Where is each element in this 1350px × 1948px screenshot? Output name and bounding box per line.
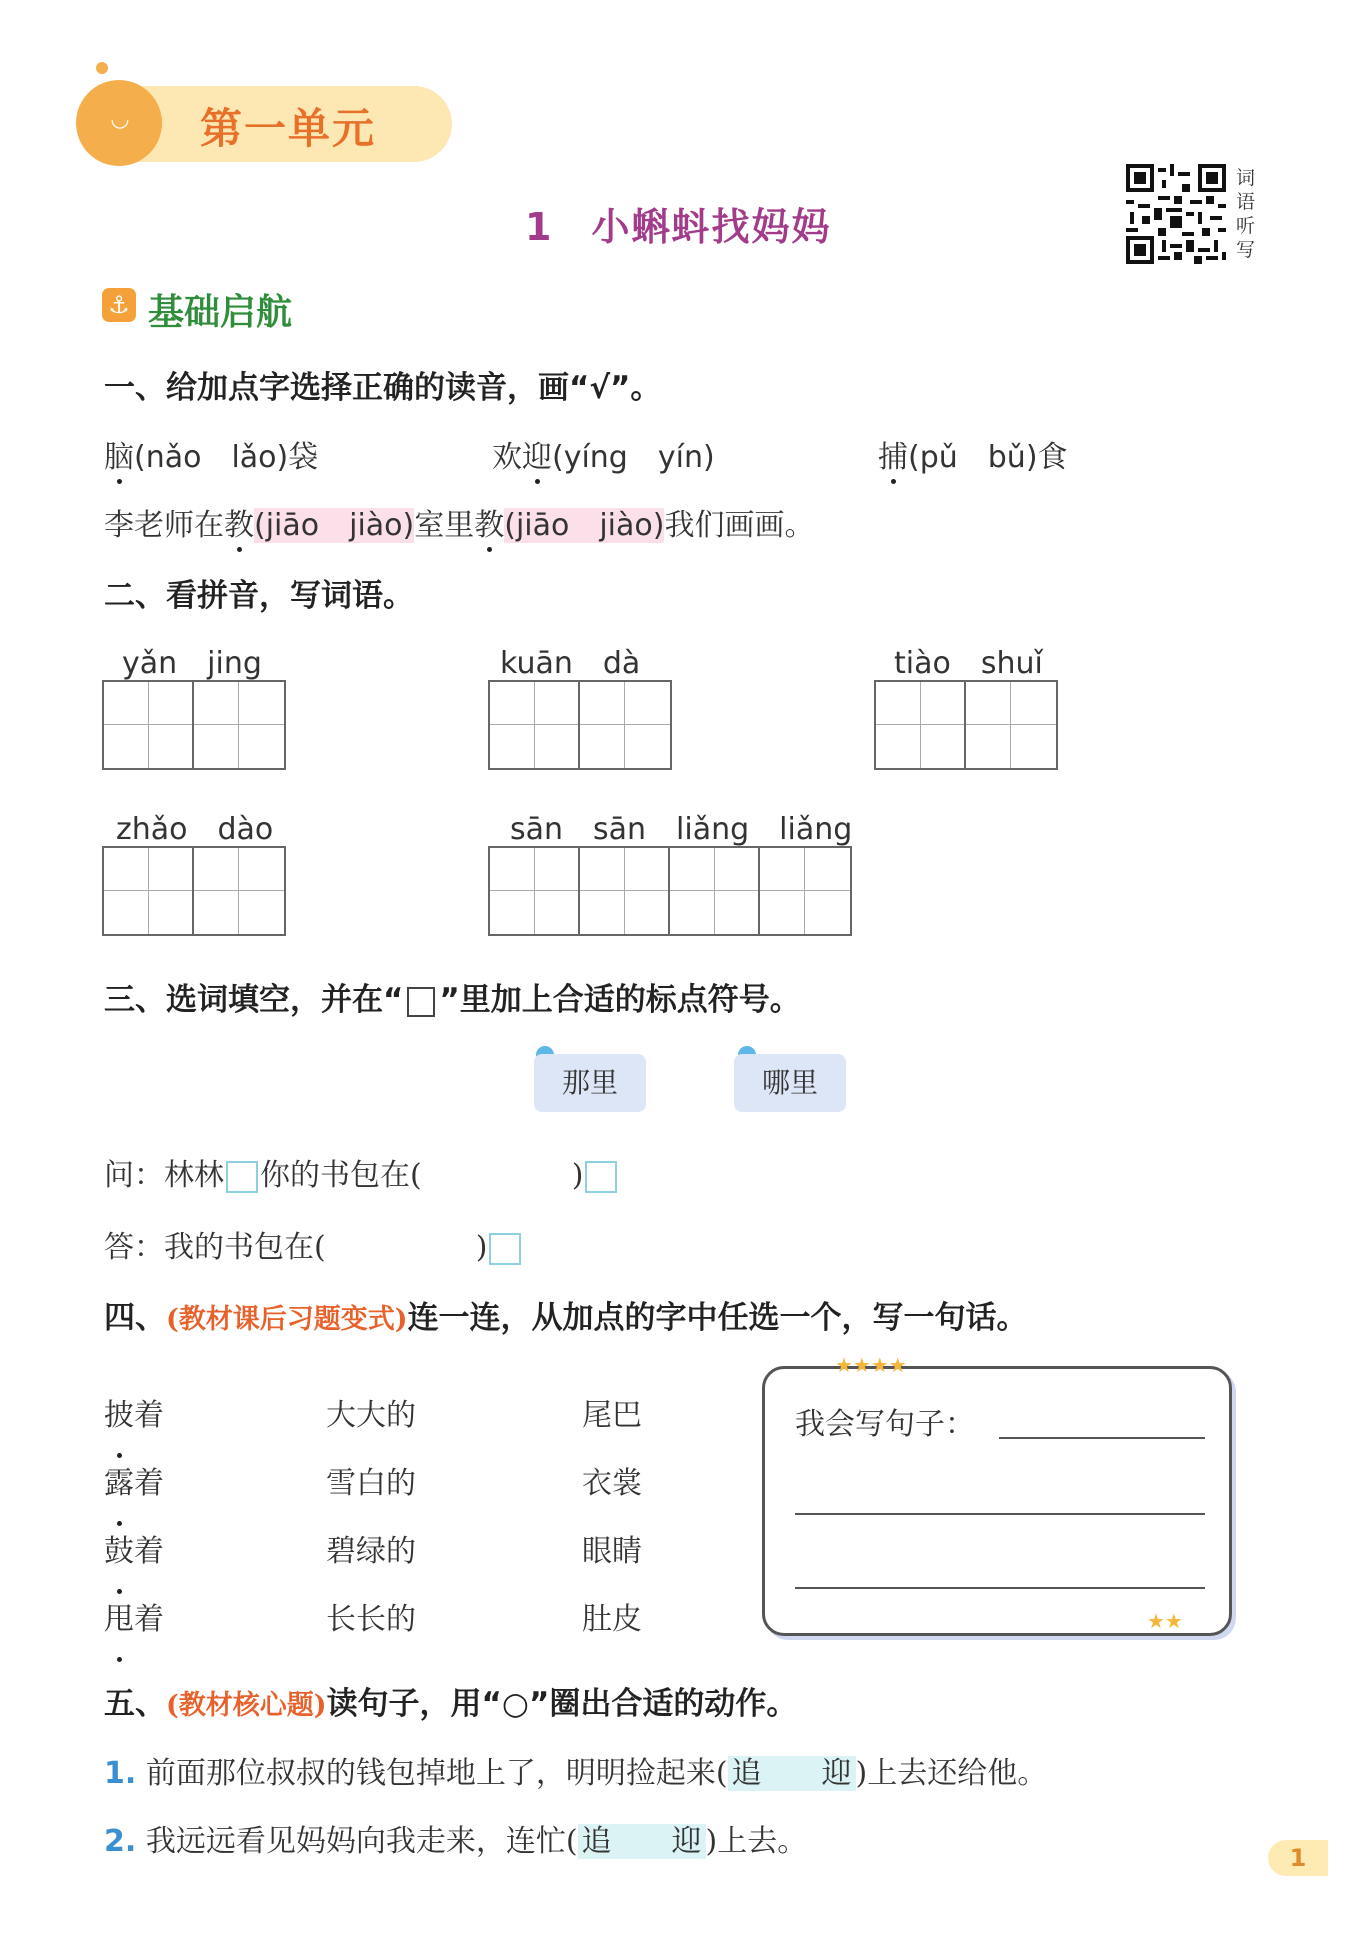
- q1-item-3-char: 捕: [878, 432, 908, 476]
- q2-word-5-grid[interactable]: [488, 846, 852, 936]
- q1-item-3: [878, 432, 1068, 476]
- stars-icon: ★★★★: [835, 1353, 907, 1377]
- qr-code-icon[interactable]: [1126, 164, 1226, 264]
- q4-col2-item[interactable]: 大大的: [326, 1398, 416, 1433]
- q1-item-3-options[interactable]: (pǔ bǔ): [908, 440, 1038, 475]
- unit-title: 第一单元: [200, 104, 377, 153]
- q1-sentence-option-2[interactable]: (jiāo jiào): [504, 508, 665, 543]
- write-label: 我会写句子：: [795, 1407, 975, 1442]
- q4-heading: 四、(教材课后习题变式)连一连，从加点的字中任选一个，写一句话。: [104, 1300, 1028, 1336]
- unit-mascot-stem: [96, 62, 108, 74]
- q2-word-3-grid[interactable]: [874, 680, 1058, 770]
- lesson-number: 1: [525, 205, 554, 249]
- stars-icon: ★★: [1147, 1609, 1183, 1633]
- q1-item-3-suffix: 食: [1037, 440, 1068, 475]
- q3-answer-box[interactable]: [489, 1233, 521, 1265]
- q4-col3-item[interactable]: 衣裳: [582, 1466, 642, 1501]
- q3-option-nali-question[interactable]: 哪里: [734, 1054, 846, 1112]
- q4-col3-item[interactable]: 肚皮: [582, 1602, 642, 1637]
- q3-answer: 答：我的书包在( ): [104, 1222, 523, 1266]
- write-line-1[interactable]: [999, 1437, 1205, 1439]
- q4-col-1: 披着 露着 鼓着 甩着: [104, 1382, 164, 1654]
- q1-sentence: 李老师在教(jiāo jiào)室里教(jiāo jiào)我们画画。: [104, 500, 814, 544]
- write-line-3[interactable]: [795, 1587, 1205, 1589]
- q2-heading: 二、看拼音，写词语。: [104, 578, 414, 614]
- q4-col3-item[interactable]: 眼睛: [582, 1534, 642, 1569]
- q4-col2-item[interactable]: 长长的: [326, 1602, 416, 1637]
- q1-item-2-options[interactable]: (yíng yín): [552, 440, 715, 475]
- q1-item-2: 欢迎(yíng yín): [492, 432, 715, 476]
- write-line-2[interactable]: [795, 1513, 1205, 1515]
- q5-sentence-2: 2. 我远远看见妈妈向我走来，连忙( 追 迎 )上去。: [104, 1824, 808, 1859]
- q4-col2-item[interactable]: 雪白的: [326, 1466, 416, 1501]
- smile-face-icon: ◡: [110, 107, 130, 132]
- q1-item-1-char: 脑: [104, 432, 134, 476]
- q2-word-2-pinyin: kuān dà: [500, 646, 641, 681]
- q1-sentence-option-1[interactable]: (jiāo jiào): [254, 508, 415, 543]
- q2-word-1-pinyin: yǎn jing: [122, 646, 262, 681]
- q3-ask-box-1[interactable]: [226, 1161, 258, 1193]
- q3-heading: 三、选词填空，并在“ ”里加上合适的标点符号。: [104, 982, 801, 1018]
- q4-col-3: [582, 1382, 642, 1654]
- q3-heading-box: [407, 987, 435, 1017]
- q5-sentence-1: 1. 前面那位叔叔的钱包掉地上了，明明捡起来( 追 迎 )上去还给他。: [104, 1756, 1048, 1791]
- q1-item-1-suffix: 袋: [288, 440, 319, 475]
- q2-word-2-grid[interactable]: [488, 680, 672, 770]
- q2-word-1-grid[interactable]: [102, 680, 286, 770]
- q4-col2-item[interactable]: 碧绿的: [326, 1534, 416, 1569]
- q3-ask: 问：林林 你的书包在( ): [104, 1150, 619, 1194]
- section-title: 基础启航: [148, 292, 293, 333]
- q3-option-nali[interactable]: 那里: [534, 1054, 646, 1112]
- q2-word-4-pinyin: zhǎo dào: [116, 812, 274, 847]
- anchor-icon: ⚓: [102, 288, 136, 322]
- q2-word-5-pinyin: sān sān liǎng liǎng: [510, 812, 853, 847]
- qr-label: 词语听写: [1236, 167, 1256, 261]
- lesson-name: 小蝌蚪找妈妈: [591, 205, 832, 249]
- q5-heading: 五、(教材核心题)读句子，用“○”圈出合适的动作。: [104, 1686, 798, 1722]
- q5-sentence-2-options[interactable]: 追 迎: [578, 1824, 706, 1859]
- q4-col3-item[interactable]: 尾巴: [582, 1398, 642, 1433]
- q2-word-4-grid[interactable]: [102, 846, 286, 936]
- q2-word-3-pinyin: tiào shuǐ: [894, 646, 1043, 681]
- q5-sentence-1-options[interactable]: 追 迎: [728, 1756, 856, 1791]
- q3-ask-box-2[interactable]: [585, 1161, 617, 1193]
- sentence-writing-box: [762, 1353, 1232, 1636]
- lesson-title: [525, 196, 831, 251]
- q1-heading: 一、给加点字选择正确的读音，画“√”。: [104, 370, 662, 406]
- page-number: 1: [1268, 1840, 1328, 1876]
- q1-item-1: [104, 432, 318, 476]
- q4-col-2: [326, 1382, 416, 1654]
- q1-item-1-options[interactable]: (nǎo lǎo): [134, 440, 289, 475]
